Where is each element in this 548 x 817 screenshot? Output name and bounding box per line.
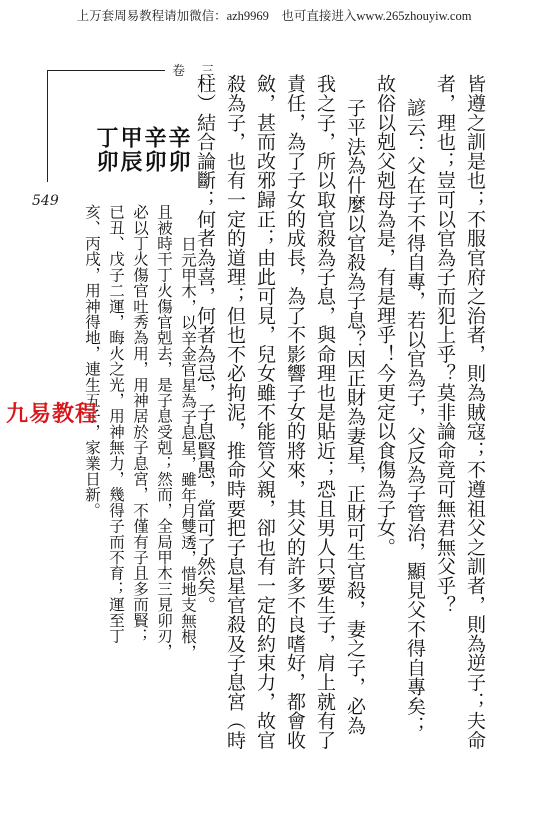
example-line: 必以丁火傷官吐秀為用，用神居於子息宮，不僅有子且多而賢；	[131, 204, 149, 644]
body-line: 殺為子，也有一定的道理；但也不必拘泥，推命時要把子息星官殺及子息宮（時	[224, 74, 246, 750]
example-line: 日元甲木，以辛金官星為子息星，雖年月雙透，惜地支無根，	[179, 236, 197, 660]
body-line: 諺云：父在子不得自專，若以官為子，父反為子管治，顯見父不得自專矣；	[404, 98, 426, 735]
pillar-year: 辛卯	[165, 126, 191, 174]
body-line: 皆遵之訓是也；不服官府之治者，則為賊寇；不遵祖父之訓者，則為逆子；夫命	[464, 74, 486, 750]
body-line: 者，理也；豈可以官為子而犯上乎？莫非論命竟可無君無父乎？	[434, 74, 456, 615]
body-line: 故俗以剋父剋母為是，有是理乎！今更定以食傷為子女。	[374, 74, 396, 557]
pillar-day: 甲辰	[117, 126, 143, 174]
body-line: 我之子，所以取官殺為子息，與命理也是貼近；恐且男人只要生子，肩上就有了	[314, 74, 336, 750]
pillar-hour: 丁卯	[93, 126, 119, 174]
example-line: 亥、丙戌，用神得地，連生五子，家業日新。	[83, 204, 101, 518]
page-number: 549	[32, 193, 59, 209]
body-line: 柱）結合論斷；何者為喜，何者為忌，子息賢愚，當可了然矣。	[194, 74, 216, 615]
margin-rule-horizontal	[47, 70, 165, 71]
margin-rule-vertical	[47, 70, 48, 182]
body-line: 子平法為什麼以官殺為子息？因正財為妻星，正財可生官殺，妻之子，必為	[344, 98, 366, 735]
chapter-label: 卷 三	[172, 64, 221, 79]
example-line: 已丑、戊子二運，晦火之光，用神無力，幾得子而不育；運至丁	[107, 204, 125, 644]
watermark-banner: 上万套周易教程请加微信：azh9969 也可直接进入www.265zhouyiw.com	[76, 9, 472, 23]
body-line: 斂，甚而改邪歸正；由此可見，兒女雖不能管父親，卻也有一定的約束力，故官	[254, 74, 276, 750]
watermark-logo: 九易教程	[6, 402, 99, 427]
example-line: 且被時干丁火傷官剋去，是子息受剋；然而，全局甲木三見卯刃，	[155, 204, 173, 660]
pillar-month: 辛卯	[141, 126, 167, 174]
body-line: 責任，為了子女的成長，為了不影響子女的將來，其父的許多不良嗜好，都會收	[284, 74, 306, 750]
